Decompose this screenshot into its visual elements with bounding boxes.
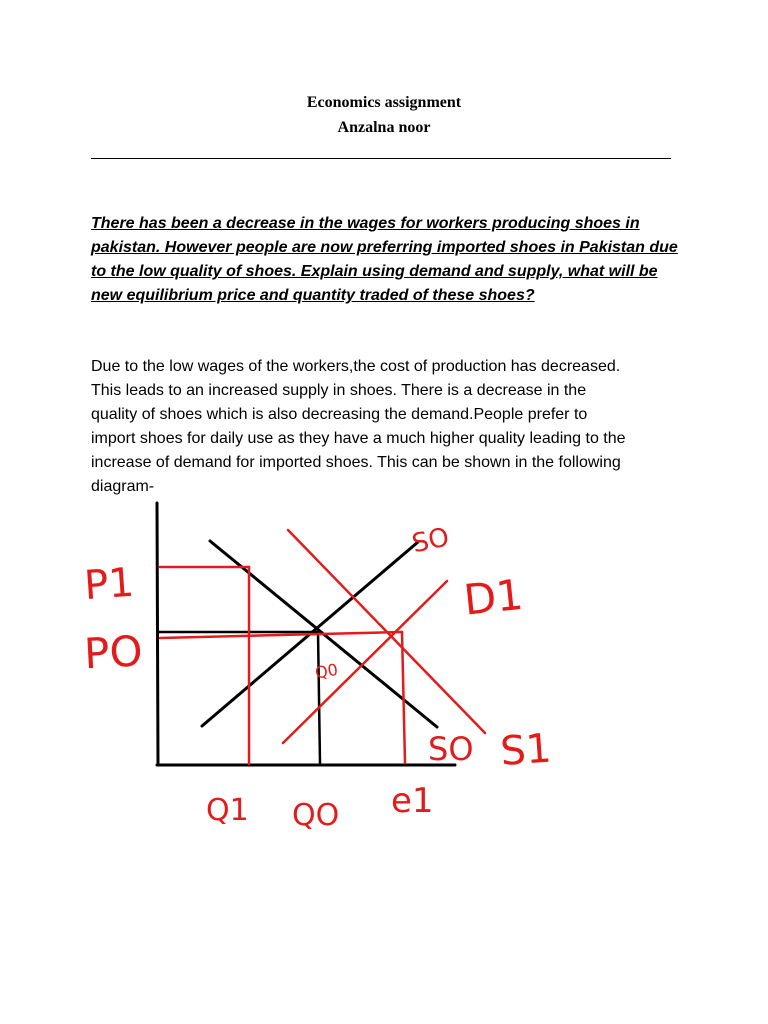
answer-line: quality of shoes which is also decreasing the demand.People prefer to	[91, 406, 588, 423]
label-x-q0: QO	[292, 798, 340, 833]
document-title: Economics assignment	[306, 94, 462, 111]
q0-guide-line	[318, 632, 320, 763]
answer-line: Due to the low wages of the workers,the cost of production has decreased.	[91, 358, 621, 375]
label-q0-mid: Q0	[313, 659, 340, 683]
answer-paragraph	[91, 355, 691, 499]
answer-line: import shoes for daily use as they have a much higher quality leading to the	[91, 430, 626, 447]
label-x-q1: Q1	[206, 793, 249, 828]
label-so-top: SO	[409, 522, 452, 560]
label-x-e1: e1	[391, 781, 434, 821]
answer-line: increase of demand for imported shoes. This can be shown in the following	[91, 454, 621, 471]
answer-line: This leads to an increased supply in shoes. There is a decrease in the	[91, 382, 587, 399]
label-d1: D1	[461, 569, 526, 625]
label-p0: PO	[82, 626, 144, 679]
label-so-bottom: SO	[428, 730, 474, 768]
label-s1: S1	[498, 725, 553, 775]
horizontal-rule	[91, 158, 671, 159]
supply-demand-diagram	[0, 490, 768, 850]
label-p1: P1	[82, 559, 136, 610]
answer-line: diagram-	[91, 478, 155, 495]
author-name: Anzalna noor	[337, 119, 431, 136]
y-axis	[157, 503, 158, 765]
supply-curve-s1	[283, 581, 447, 743]
question-text: There has been a decrease in the wages for workers producing shoes in pakistan. However people are now preferring imported shoes in Pakistan due to the low quality of shoes. Explain using demand and supply, what will be new equilibrium price and quantity traded of these shoes?	[91, 215, 678, 304]
